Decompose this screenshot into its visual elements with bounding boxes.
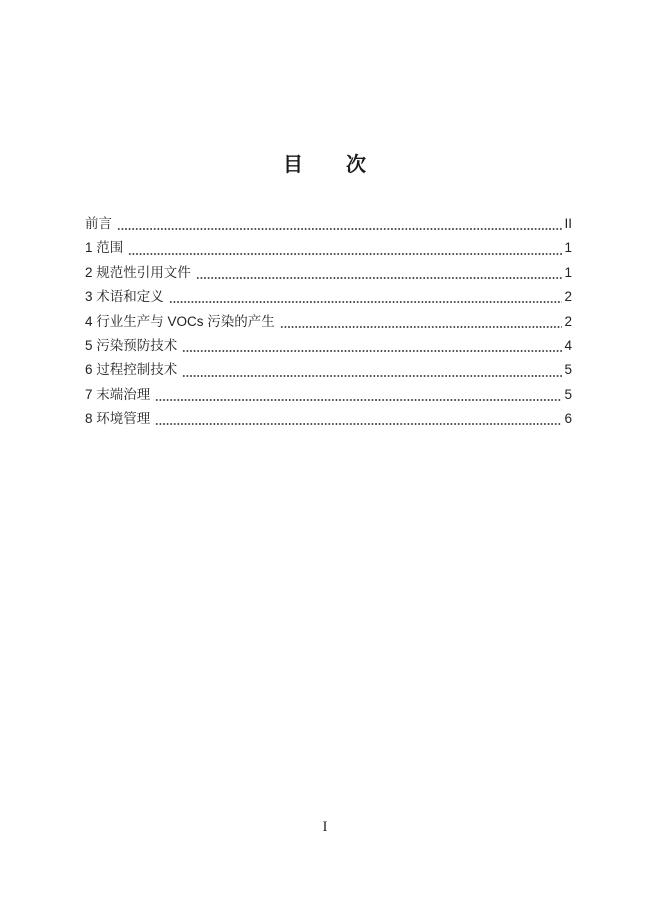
toc-entry-label: 1 范围 [85,240,124,256]
toc-entry-page-number: 1 [564,240,572,256]
toc-entry-page-number: 5 [564,362,572,378]
toc-entry-page-number: 4 [564,337,572,353]
toc-entry-label: 前言 [85,216,112,231]
toc-entry-page-number: 6 [564,411,572,427]
toc-dot-leader [196,261,563,285]
toc-entry[interactable] [85,285,572,309]
toc-dot-leader [155,383,562,407]
toc-dot-leader [128,236,562,260]
toc-entry[interactable] [85,407,572,431]
page-title: 目 次 [283,154,367,176]
toc-entry-label: 7 末端治理 [85,386,151,402]
toc-entry-label: 2 规范性引用文件 [85,264,191,280]
toc-entry-label: 3 术语和定义 [85,289,164,305]
toc-dot-leader [182,334,562,358]
toc-entry-label: 6 过程控制技术 [85,362,178,378]
toc-entry-page-number: II [564,216,572,231]
toc-entry[interactable] [85,236,572,260]
toc-dot-leader [117,212,562,236]
toc-entry[interactable] [85,310,572,334]
toc-entry-page-number: 5 [564,386,572,402]
toc-dot-leader [182,358,562,382]
toc-entry-label: 8 环境管理 [85,411,151,427]
table-of-contents [85,212,572,432]
toc-dot-leader [169,285,563,309]
toc-entry[interactable] [85,358,572,382]
toc-entry[interactable] [85,334,572,358]
toc-entry[interactable] [85,212,572,236]
toc-entry-page-number: 2 [564,313,572,329]
footer-page-number: I [322,819,328,835]
toc-entry-label: 4 行业生产与 VOCs 污染的产生 [85,313,275,329]
toc-entry-page-number: 2 [564,289,572,305]
toc-dot-leader [280,310,563,334]
toc-entry[interactable] [85,261,572,285]
toc-entry-label: 5 污染预防技术 [85,337,178,353]
toc-dot-leader [155,407,562,431]
toc-entry-page-number: 1 [564,264,572,280]
toc-entry[interactable] [85,383,572,407]
